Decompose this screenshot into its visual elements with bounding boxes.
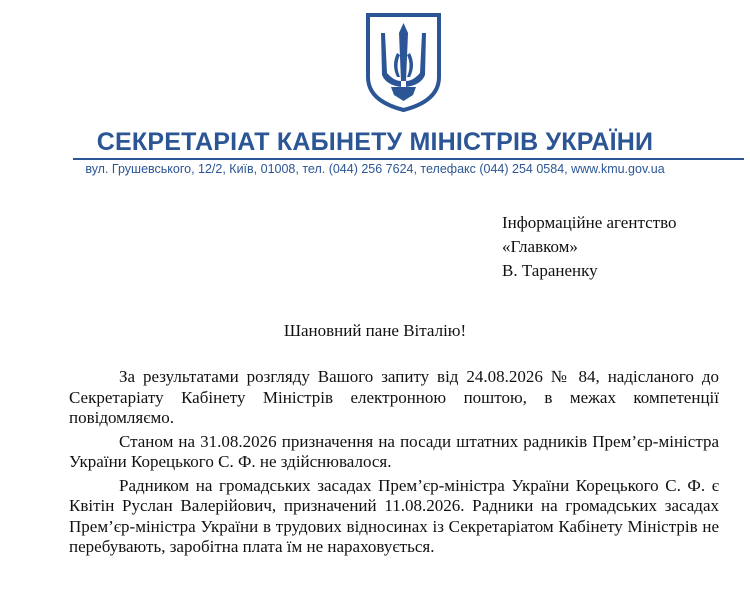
recipient-line: Інформаційне агентство xyxy=(502,213,677,232)
recipient-block xyxy=(502,211,676,283)
salutation: Шановний пане Віталію! xyxy=(283,321,467,340)
header-divider xyxy=(73,158,744,160)
letter-body xyxy=(69,367,719,561)
organization-address: вул. Грушевського, 12/2, Київ, 01008, тел. (044) 256 7624, телефакс (044) 254 0584, www.kmu.gov.ua xyxy=(85,162,665,176)
body-paragraph: За результатами розгляду Вашого запиту від 24.08.2026 № 84, надісланого до Секретаріату Кабінету Міністрів електронною поштою, в межах компетенції повідомляємо. xyxy=(69,367,719,427)
ukraine-coat-of-arms-icon xyxy=(364,11,443,114)
body-paragraph: Радником на громадських засадах Прем’єр-міністра України Корецького С. Ф. є Квітін Руслан Валерійович, призначений 11.08.2026. Радники на громадських засадах Прем’єр-міністра України в трудових відносинах із Секретаріатом Кабінету Міністрів не перебувають, заробітна плата їм не нараховується. xyxy=(69,475,719,556)
recipient-line: «Главком» xyxy=(502,237,578,256)
body-paragraph: Станом на 31.08.2026 призначення на посади штатних радників Прем’єр-міністра України Корецького С. Ф. не здійснювалося. xyxy=(69,431,719,471)
organization-title: СЕКРЕТАРІАТ КАБІНЕТУ МІНІСТРІВ УКРАЇНИ xyxy=(96,128,654,156)
recipient-line: В. Тараненку xyxy=(502,261,598,280)
